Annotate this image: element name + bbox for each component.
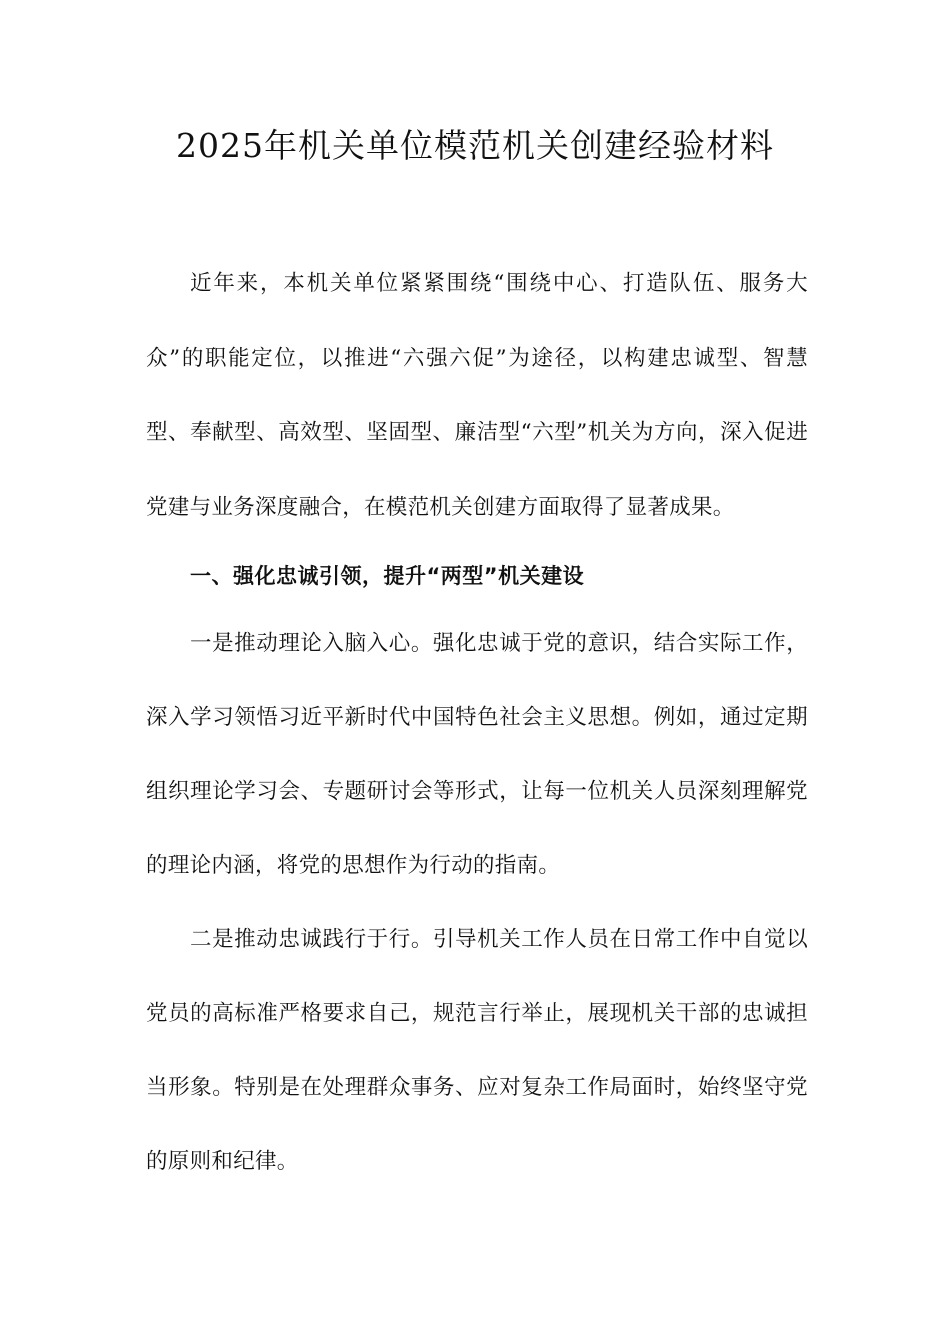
- document-body: [146, 247, 808, 1199]
- point-one-paragraph: 一是推动理论入脑入心。强化忠诚于党的意识，结合实际工作，深入学习领悟习近平新时代中国特色社会主义思想。例如，通过定期组织理论学习会、专题研讨会等形式，让每一位机关人员深刻理解党的理论内涵，将党的思想作为行动的指南。: [146, 631, 808, 878]
- intro-paragraph: 近年来，本机关单位紧紧围绕“围绕中心、打造队伍、服务大众”的职能定位，以推进“六强六促”为途径，以构建忠诚型、智慧型、奉献型、高效型、坚固型、廉洁型“六型”机关为方向，深入促进党建与业务深度融合，在模范机关创建方面取得了显著成果。: [146, 271, 808, 520]
- document-title: 2025年机关单位模范机关创建经验材料: [176, 126, 774, 165]
- section-heading: 一、强化忠诚引领，提升“两型”机关建设: [190, 564, 585, 588]
- point-two-paragraph: 二是推动忠诚践行于行。引导机关工作人员在日常工作中自觉以党员的高标准严格要求自己，规范言行举止，展现机关干部的忠诚担当形象。特别是在处理群众事务、应对复杂工作局面时，始终坚守党的原则和纪律。: [146, 927, 808, 1174]
